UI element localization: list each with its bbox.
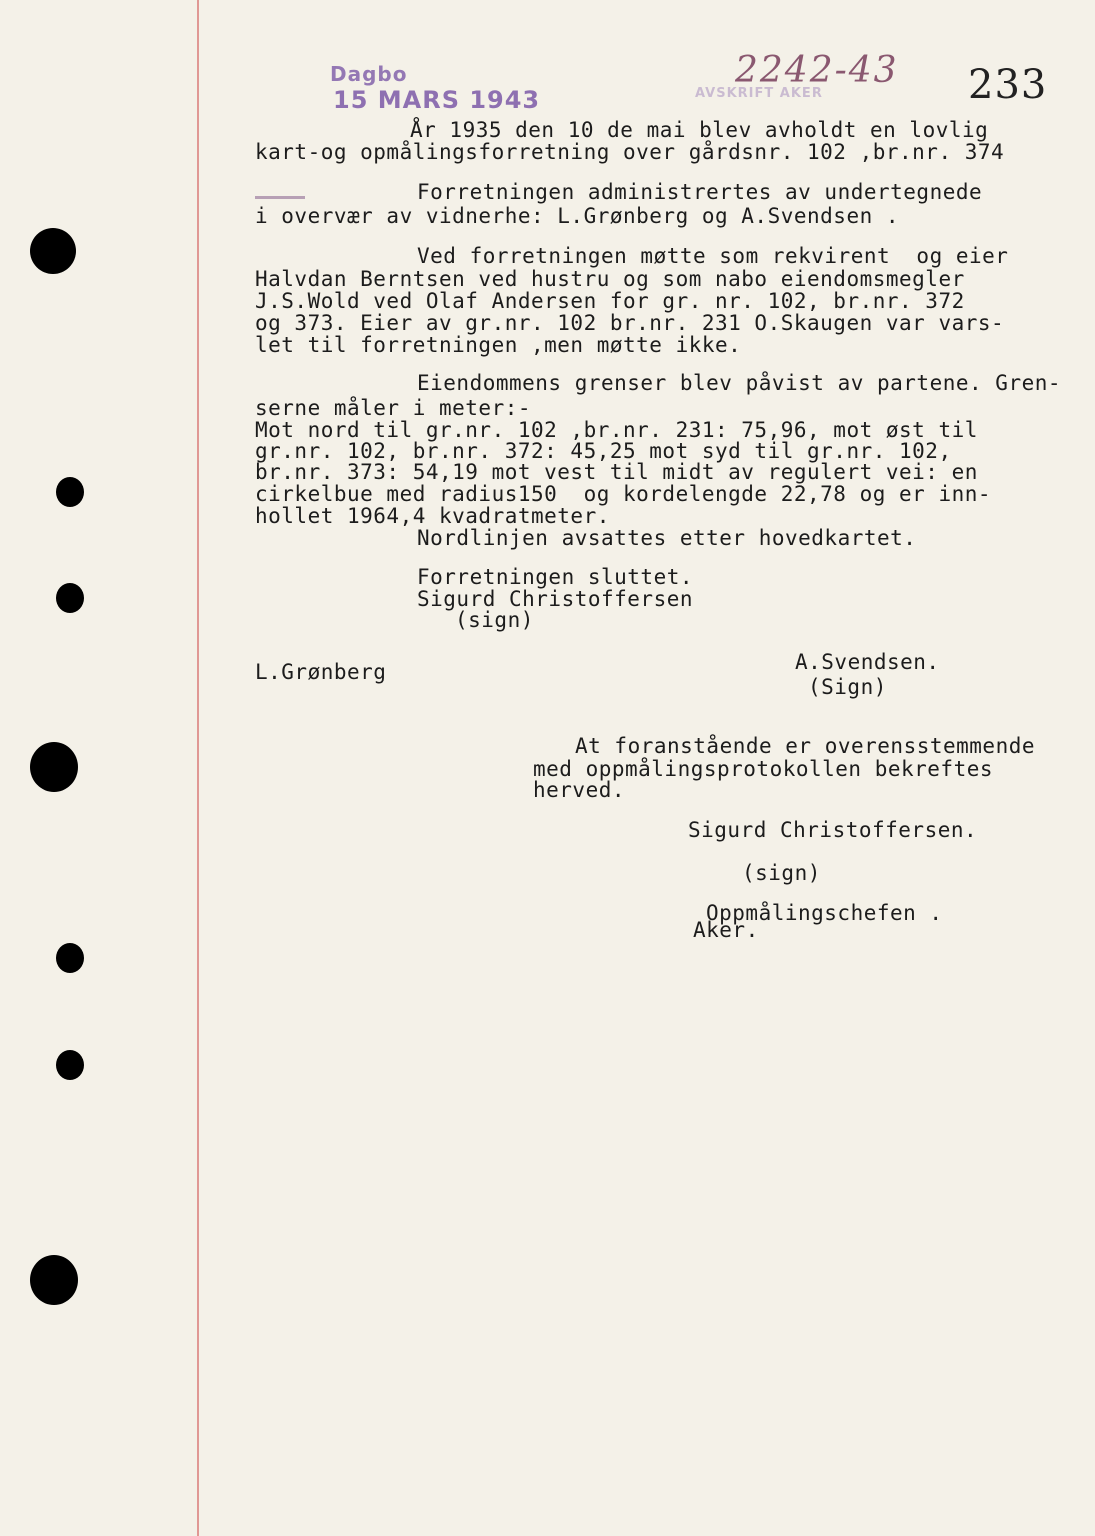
certifier-place: Aker.	[693, 918, 759, 942]
text-line: hollet 1964,4 kvadratmeter.	[255, 504, 610, 528]
avskrift-stamp: AVSKRIFT AKER	[695, 86, 823, 101]
punch-hole	[56, 1050, 84, 1080]
punch-hole	[30, 1255, 78, 1305]
text-line: kart-og opmålingsforretning over gårdsnr. 102 ,br.nr. 374	[255, 140, 1005, 164]
certifier-sign: (sign)	[742, 861, 821, 885]
date-stamp: 15 MARS 1943	[333, 86, 541, 114]
certifier-title: Oppmålingschefen .	[706, 901, 943, 925]
dagbok-stamp: Dagbo	[330, 62, 408, 86]
text-line: gr.nr. 102, br.nr. 372: 45,25 mot syd til gr.nr. 102,	[255, 439, 952, 463]
ink-mark	[255, 196, 305, 199]
text-line: cirkelbue med radius150 og kordelengde 22,78 og er inn-	[255, 482, 992, 506]
text-line: og 373. Eier av gr.nr. 102 br.nr. 231 O.Skaugen var vars-	[255, 311, 1005, 335]
witness-left: L.Grønberg	[255, 660, 387, 684]
page-number: 233	[968, 62, 1048, 108]
text-line: Mot nord til gr.nr. 102 ,br.nr. 231: 75,96, mot øst til	[255, 418, 978, 442]
text-line: År 1935 den 10 de mai blev avholdt en lovlig	[410, 118, 989, 142]
text-line: Forretningen sluttet.	[417, 565, 694, 589]
text-line: Forretningen administrertes av undertegnede	[417, 180, 983, 204]
witness-right: A.Svendsen.	[795, 650, 940, 674]
signer-name: Sigurd Christoffersen	[417, 587, 694, 611]
text-line: Eiendommens grenser blev påvist av partene. Gren-	[417, 371, 1062, 395]
text-line: br.nr. 373: 54,19 mot vest til midt av regulert vei: en	[255, 460, 978, 484]
sign-note: (sign)	[455, 608, 534, 632]
text-line: Nordlinjen avsattes etter hovedkartet.	[417, 526, 917, 550]
punch-hole	[56, 943, 84, 973]
margin-line	[197, 0, 199, 1536]
text-line: i overvær av vidnerhe: L.Grønberg og A.Svendsen .	[255, 204, 900, 228]
certifier-name: Sigurd Christoffersen.	[688, 818, 978, 842]
punch-hole	[56, 477, 84, 507]
punch-hole	[30, 228, 76, 274]
text-line: At foranstående er overensstemmende	[575, 734, 1036, 758]
text-line: med oppmålingsprotokollen bekreftes	[533, 757, 994, 781]
text-line: herved.	[533, 778, 626, 802]
text-line: let til forretningen ,men møtte ikke.	[255, 333, 742, 357]
witness-right-sign: (Sign)	[808, 675, 887, 699]
text-line: J.S.Wold ved Olaf Andersen for gr. nr. 102, br.nr. 372	[255, 289, 965, 313]
text-line: serne måler i meter:-	[255, 396, 532, 420]
text-line: Halvdan Berntsen ved hustru og som nabo eiendomsmegler	[255, 267, 965, 291]
punch-hole	[56, 583, 84, 613]
handwritten-number: 2242-43	[735, 50, 899, 91]
punch-hole	[30, 742, 78, 792]
text-line: Ved forretningen møtte som rekvirent og eier	[417, 244, 1009, 268]
